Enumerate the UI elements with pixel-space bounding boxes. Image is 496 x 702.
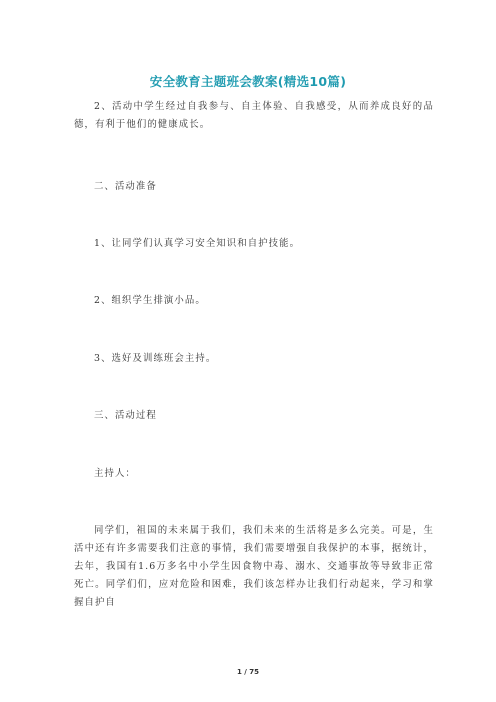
section-heading-process: 三、活动过程	[94, 410, 157, 421]
paragraph-prep-item-3: 3、选好及训练班会主持。	[94, 353, 217, 364]
page-indicator: 1 / 75	[236, 668, 260, 676]
paragraph-prep-item-2: 2、组织学生排演小品。	[94, 295, 206, 306]
section-heading-preparation: 二、活动准备	[94, 181, 157, 192]
paragraph-host-label: 主持人：	[94, 468, 136, 479]
paragraph-host-speech: 同学们，祖国的未来属于我们，我们未来的生活将是多么完美。可是，生活中还有许多需要我们注意的事情，我们需要增强自我保护的本事，据统计，去年，我国有1.6万多名中小学生因食物中毒、溺水、交通事故等导致非正常死亡。同学们们，应对危险和困难，我们该怎样办让我们行动起来，学习和掌握自护自	[74, 525, 434, 608]
paragraph-activity-purpose: 2、活动中学生经过自我参与、自主体验、自我感受，从而养成良好的品德，有利于他们的健康成长。	[74, 101, 434, 130]
paragraph-prep-item-1: 1、让同学们认真学习安全知识和自护技能。	[94, 238, 301, 249]
document-title: 安全教育主题班会教案(精选10篇)	[149, 74, 347, 89]
